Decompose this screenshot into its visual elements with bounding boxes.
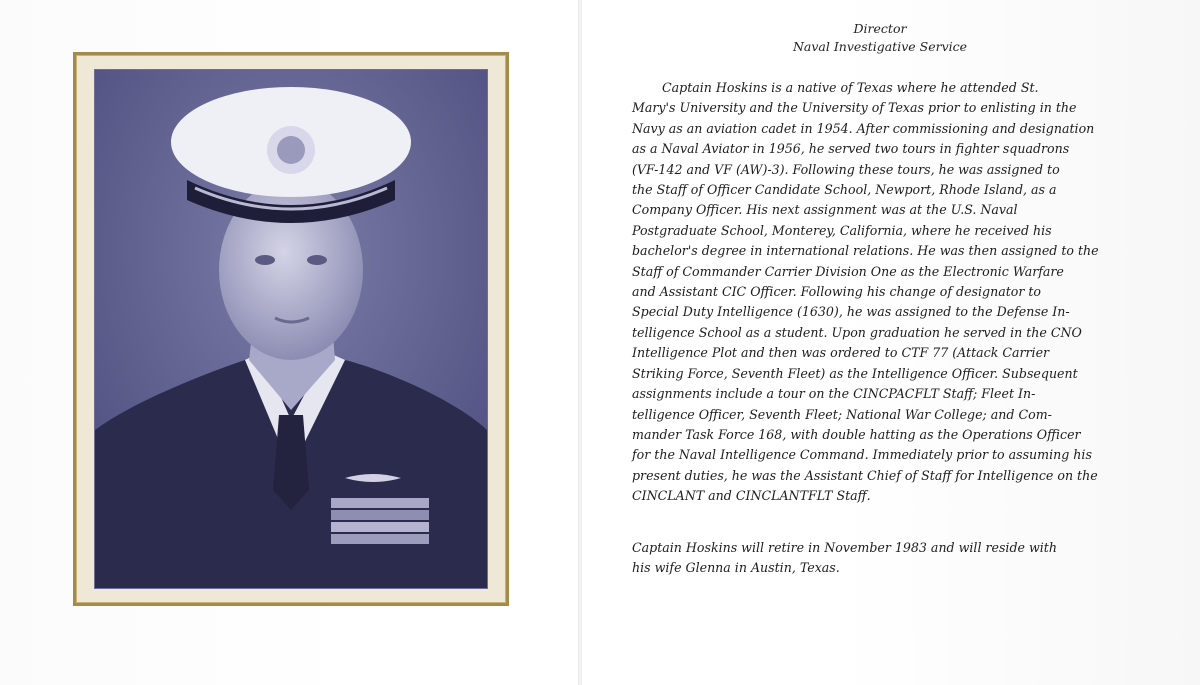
bio-line: Striking Force, Seventh Fleet) as the Intelligence Officer. Subsequent [632, 365, 1078, 381]
bio-line: Mary's University and the University of Texas prior to enlisting in the [632, 100, 1077, 116]
portrait-image [95, 70, 487, 588]
bio-line: and Assistant CIC Officer. Following his change of designator to [632, 284, 1042, 300]
closing-line: his wife Glenna in Austin, Texas. [632, 560, 840, 576]
heading-title: Director [853, 21, 907, 36]
closing-paragraph [632, 538, 1112, 579]
portrait-photo [94, 69, 488, 589]
bio-line: Captain Hoskins is a native of Texas where he attended St. [662, 80, 1039, 95]
bio-line: CINCLANT and CINCLANTFLT Staff. [632, 488, 871, 504]
bio-line: Postgraduate School, Monterey, California, where he received his [632, 222, 1052, 238]
bio-line: Special Duty Intelligence (1630), he was assigned to the Defense In- [632, 304, 1070, 320]
bio-line: mander Task Force 168, with double hatting as the Operations Officer [632, 426, 1081, 442]
bio-line: Staff of Commander Carrier Division One as the Electronic Warfare [632, 263, 1064, 279]
biography-paragraph [632, 78, 1112, 507]
bio-line: as a Naval Aviator in 1956, he served two tours in fighter squadrons [632, 141, 1070, 157]
bio-line: (VF-142 and VF (AW)-3). Following these tours, he was assigned to [632, 161, 1060, 177]
bio-line: present duties, he was the Assistant Chief of Staff for Intelligence on the [632, 467, 1098, 483]
bio-line: telligence School as a student. Upon graduation he served in the CNO [632, 324, 1082, 340]
closing-line: Captain Hoskins will retire in November 1983 and will reside with [632, 540, 1057, 555]
portrait-frame [73, 52, 509, 606]
bio-line: bachelor's degree in international relations. He was then assigned to the [632, 243, 1099, 259]
bio-line: Company Officer. His next assignment was at the U.S. Naval [632, 202, 1018, 218]
bio-line: assignments include a tour on the CINCPACFLT Staff; Fleet In- [632, 386, 1036, 402]
bio-line: Navy as an aviation cadet in 1954. After commissioning and designation [632, 120, 1095, 136]
page-fold [578, 0, 582, 685]
bio-line: the Staff of Officer Candidate School, Newport, Rhode Island, as a [632, 182, 1057, 198]
bio-line: telligence Officer, Seventh Fleet; National War College; and Com- [632, 406, 1052, 422]
document-heading [600, 20, 1160, 56]
bio-line: Intelligence Plot and then was ordered to CTF 77 (Attack Carrier [632, 345, 1050, 361]
bio-line: for the Naval Intelligence Command. Immediately prior to assuming his [632, 447, 1092, 463]
heading-subtitle: Naval Investigative Service [792, 39, 968, 54]
